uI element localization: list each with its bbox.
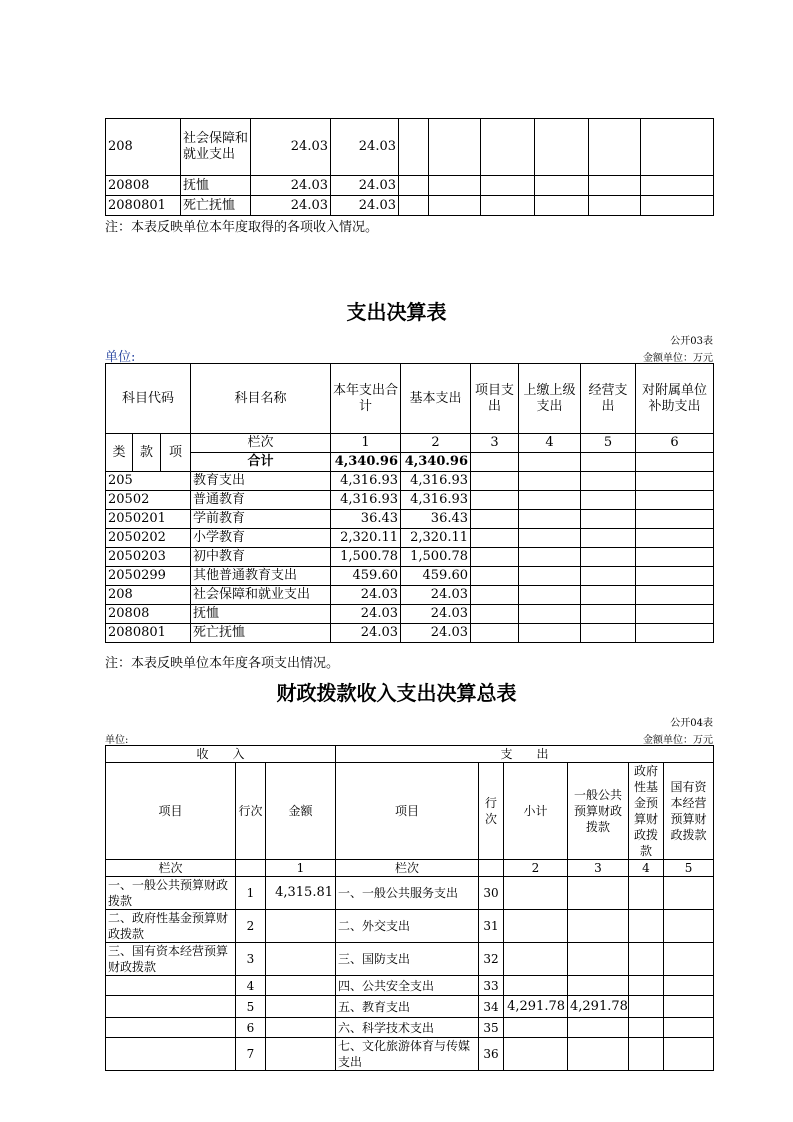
lanci-label: 栏次 [191, 434, 331, 453]
empty-cell [589, 176, 641, 196]
income-row-no: 3 [236, 943, 266, 976]
sum-total: 4,340.96 [331, 453, 401, 472]
unit-label: 单位: [105, 350, 136, 365]
col-no: 2 [401, 434, 471, 453]
name-cell: 社会保障和就业支出 [181, 119, 251, 176]
income-row-no: 7 [236, 1038, 266, 1071]
income-table-continued [105, 118, 714, 216]
basic-cell: 24.03 [401, 624, 471, 643]
table-row [106, 491, 714, 510]
basic-cell: 4,316.93 [401, 472, 471, 491]
empty-cell [471, 605, 519, 624]
empty-cell [581, 491, 636, 510]
table-row [106, 910, 714, 943]
empty-cell [664, 943, 714, 976]
amount-cell: 24.03 [331, 196, 399, 216]
total-cell: 459.60 [331, 567, 401, 586]
appropriation-table [105, 745, 714, 1071]
amount-unit: 金额单位：万元 [643, 353, 713, 364]
expense-item: 五、教育支出 [336, 996, 479, 1018]
income-amount [266, 996, 336, 1018]
empty-cell [664, 1038, 714, 1071]
header-state: 国有资本经营预算财政拨款 [664, 763, 714, 860]
amount-cell: 24.03 [331, 119, 399, 176]
code-cell: 2050299 [106, 567, 191, 586]
table-row [106, 472, 714, 491]
income-row-no: 1 [236, 877, 266, 910]
expense-row-no: 35 [479, 1018, 504, 1038]
empty-cell [519, 605, 581, 624]
income-item [106, 996, 236, 1018]
income-row-no: 5 [236, 996, 266, 1018]
name-cell: 学前教育 [191, 510, 331, 529]
empty-cell [589, 119, 641, 176]
subtotal-cell: 4,291.78 [504, 996, 568, 1018]
income-item: 二、政府性基金预算财政拨款 [106, 910, 236, 943]
expense-row-no: 34 [479, 996, 504, 1018]
empty-cell [636, 529, 714, 548]
code-cell: 20808 [106, 176, 181, 196]
header-project: 项目支出 [471, 364, 519, 434]
table-row [106, 877, 714, 910]
basic-cell: 36.43 [401, 510, 471, 529]
col-no: 6 [636, 434, 714, 453]
empty-cell [636, 510, 714, 529]
empty-cell [581, 567, 636, 586]
empty-cell [471, 586, 519, 605]
total-cell: 24.03 [331, 586, 401, 605]
empty-cell [636, 548, 714, 567]
code-cell: 208 [106, 586, 191, 605]
name-cell: 教育支出 [191, 472, 331, 491]
empty-cell [519, 548, 581, 567]
empty-cell [664, 877, 714, 910]
header-item: 项目 [336, 763, 479, 860]
header-income: 收 入 [106, 746, 336, 763]
income-amount [266, 1018, 336, 1038]
lanci-label: 栏次 [106, 860, 236, 877]
header-kuan: 款 [133, 434, 161, 472]
code-cell: 2080801 [106, 624, 191, 643]
code-cell: 2050203 [106, 548, 191, 567]
income-amount: 4,315.81 [266, 877, 336, 910]
col-no: 4 [519, 434, 581, 453]
general-cell: 4,291.78 [568, 996, 629, 1018]
empty-cell [429, 196, 481, 216]
empty-cell [629, 1018, 664, 1038]
empty-cell [629, 976, 664, 996]
empty-cell [519, 510, 581, 529]
empty-cell [581, 529, 636, 548]
empty-cell [629, 910, 664, 943]
empty-cell [519, 567, 581, 586]
income-amount [266, 1038, 336, 1071]
subtotal-cell [504, 910, 568, 943]
empty-cell [399, 119, 429, 176]
empty-cell [641, 196, 714, 216]
total-cell: 2,320.11 [331, 529, 401, 548]
income-item [106, 1018, 236, 1038]
empty-cell [641, 176, 714, 196]
subtotal-cell [504, 976, 568, 996]
col-no: 3 [568, 860, 629, 877]
code-cell: 2080801 [106, 196, 181, 216]
expense-table [105, 363, 714, 643]
table-row [106, 176, 714, 196]
general-cell [568, 943, 629, 976]
subtotal-cell [504, 877, 568, 910]
header-general: 一般公共预算财政拨款 [568, 763, 629, 860]
code-cell: 20808 [106, 605, 191, 624]
table-row [106, 548, 714, 567]
header-lei: 类 [106, 434, 133, 472]
table-row [106, 529, 714, 548]
subtotal-cell [504, 1018, 568, 1038]
header-name: 科目名称 [191, 364, 331, 434]
expense-table-title: 支出决算表 [346, 300, 447, 324]
income-amount [266, 976, 336, 996]
col-no: 2 [504, 860, 568, 877]
empty-cell [471, 491, 519, 510]
table-row [106, 943, 714, 976]
name-cell: 死亡抚恤 [181, 196, 251, 216]
empty-cell [636, 472, 714, 491]
empty-cell [581, 586, 636, 605]
expense-item: 二、外交支出 [336, 910, 479, 943]
header-subtotal: 小计 [504, 763, 568, 860]
empty-cell [629, 877, 664, 910]
header-row-no: 行次 [479, 763, 504, 860]
expense-row-no: 30 [479, 877, 504, 910]
subtotal-cell [504, 943, 568, 976]
col-no: 3 [471, 434, 519, 453]
empty-cell [641, 119, 714, 176]
code-cell: 2050202 [106, 529, 191, 548]
basic-cell: 24.03 [401, 605, 471, 624]
name-cell: 小学教育 [191, 529, 331, 548]
sum-basic: 4,340.96 [401, 453, 471, 472]
table-row [106, 119, 714, 176]
code-cell: 208 [106, 119, 181, 176]
amount-cell: 24.03 [251, 119, 331, 176]
empty-cell [429, 119, 481, 176]
name-cell: 社会保障和就业支出 [191, 586, 331, 605]
empty-cell [481, 119, 535, 176]
total-cell: 24.03 [331, 605, 401, 624]
expense-item: 六、科学技术支出 [336, 1018, 479, 1038]
lanci-label: 栏次 [336, 860, 479, 877]
expense-row-no: 36 [479, 1038, 504, 1071]
empty-cell [581, 624, 636, 643]
header-amount: 金额 [266, 763, 336, 860]
empty-cell [519, 624, 581, 643]
form-number: 公开03表 [670, 336, 713, 347]
table-row [106, 605, 714, 624]
empty-cell [629, 943, 664, 976]
income-item: 三、国有资本经营预算财政拨款 [106, 943, 236, 976]
income-item [106, 1038, 236, 1071]
code-cell: 205 [106, 472, 191, 491]
header-expense: 支 出 [336, 746, 714, 763]
empty-cell [629, 1038, 664, 1071]
expense-item: 一、一般公共服务支出 [336, 877, 479, 910]
header-basic: 基本支出 [401, 364, 471, 434]
expense-item: 七、文化旅游体育与传媒支出 [336, 1038, 479, 1071]
header-code: 科目代码 [106, 364, 191, 434]
amount-cell: 24.03 [331, 176, 399, 196]
empty-cell [664, 976, 714, 996]
empty-cell [636, 491, 714, 510]
col-no: 1 [331, 434, 401, 453]
empty-cell [519, 472, 581, 491]
header-fund: 政府性基金预算财政拨款 [629, 763, 664, 860]
empty-cell [664, 1018, 714, 1038]
basic-cell: 2,320.11 [401, 529, 471, 548]
header-row-no: 行次 [236, 763, 266, 860]
table-row [106, 1038, 714, 1071]
general-cell [568, 1038, 629, 1071]
income-amount [266, 910, 336, 943]
empty-cell [535, 196, 589, 216]
expense-item: 四、公共安全支出 [336, 976, 479, 996]
empty-cell [636, 624, 714, 643]
empty-cell [471, 548, 519, 567]
form-number: 公开04表 [670, 718, 713, 729]
income-item: 一、一般公共预算财政拨款 [106, 877, 236, 910]
income-row-no: 4 [236, 976, 266, 996]
col-no: 5 [664, 860, 714, 877]
table-row [106, 976, 714, 996]
empty-cell [471, 472, 519, 491]
table-row [106, 624, 714, 643]
empty-cell [399, 196, 429, 216]
table2-note: 注：本表反映单位本年度各项支出情况。 [105, 656, 340, 671]
table-row [106, 1018, 714, 1038]
header-business: 经营支出 [581, 364, 636, 434]
empty-cell [519, 529, 581, 548]
income-row-no: 6 [236, 1018, 266, 1038]
amount-unit: 金额单位：万元 [643, 735, 713, 746]
general-cell [568, 1018, 629, 1038]
name-cell: 死亡抚恤 [191, 624, 331, 643]
amount-cell: 24.03 [251, 196, 331, 216]
name-cell: 普通教育 [191, 491, 331, 510]
table-row [106, 996, 714, 1018]
table-row [106, 586, 714, 605]
total-cell: 36.43 [331, 510, 401, 529]
table-row [106, 510, 714, 529]
general-cell [568, 910, 629, 943]
empty-cell [471, 567, 519, 586]
empty-cell [636, 586, 714, 605]
expense-item: 三、国防支出 [336, 943, 479, 976]
empty-cell [636, 605, 714, 624]
empty-cell [519, 491, 581, 510]
empty-cell [471, 624, 519, 643]
empty-cell [471, 510, 519, 529]
expense-row-no: 31 [479, 910, 504, 943]
empty-cell [399, 176, 429, 196]
empty-cell [481, 176, 535, 196]
col-no: 5 [581, 434, 636, 453]
basic-cell: 24.03 [401, 586, 471, 605]
basic-cell: 4,316.93 [401, 491, 471, 510]
sum-label: 合计 [191, 453, 331, 472]
unit-label: 单位: [105, 735, 129, 746]
empty-cell [519, 586, 581, 605]
header-total: 本年支出合计 [331, 364, 401, 434]
empty-cell [481, 196, 535, 216]
income-row-no: 2 [236, 910, 266, 943]
general-cell [568, 877, 629, 910]
name-cell: 其他普通教育支出 [191, 567, 331, 586]
col-no: 4 [629, 860, 664, 877]
total-cell: 1,500.78 [331, 548, 401, 567]
total-cell: 4,316.93 [331, 491, 401, 510]
header-subsidiary: 对附属单位补助支出 [636, 364, 714, 434]
empty-cell [664, 996, 714, 1018]
empty-cell [471, 529, 519, 548]
general-cell [568, 976, 629, 996]
expense-row-no: 33 [479, 976, 504, 996]
table-row [106, 196, 714, 216]
subtotal-cell [504, 1038, 568, 1071]
empty-cell [581, 472, 636, 491]
name-cell: 抚恤 [181, 176, 251, 196]
amount-cell: 24.03 [251, 176, 331, 196]
total-cell: 4,316.93 [331, 472, 401, 491]
empty-cell [664, 910, 714, 943]
header-upper: 上缴上级支出 [519, 364, 581, 434]
empty-cell [581, 548, 636, 567]
table1-note: 注：本表反映单位本年度取得的各项收入情况。 [105, 220, 379, 235]
header-item: 项目 [106, 763, 236, 860]
code-cell: 20502 [106, 491, 191, 510]
code-cell: 2050201 [106, 510, 191, 529]
income-item [106, 976, 236, 996]
total-cell: 24.03 [331, 624, 401, 643]
empty-cell [429, 176, 481, 196]
name-cell: 初中教育 [191, 548, 331, 567]
basic-cell: 1,500.78 [401, 548, 471, 567]
empty-cell [629, 996, 664, 1018]
empty-cell [589, 196, 641, 216]
empty-cell [535, 176, 589, 196]
col-no: 1 [266, 860, 336, 877]
name-cell: 抚恤 [191, 605, 331, 624]
empty-cell [581, 605, 636, 624]
empty-cell [535, 119, 589, 176]
basic-cell: 459.60 [401, 567, 471, 586]
header-xiang: 项 [161, 434, 191, 472]
empty-cell [636, 567, 714, 586]
table-row [106, 567, 714, 586]
expense-row-no: 32 [479, 943, 504, 976]
appropriation-table-title: 财政拨款收入支出决算总表 [276, 681, 517, 705]
income-amount [266, 943, 336, 976]
empty-cell [581, 510, 636, 529]
